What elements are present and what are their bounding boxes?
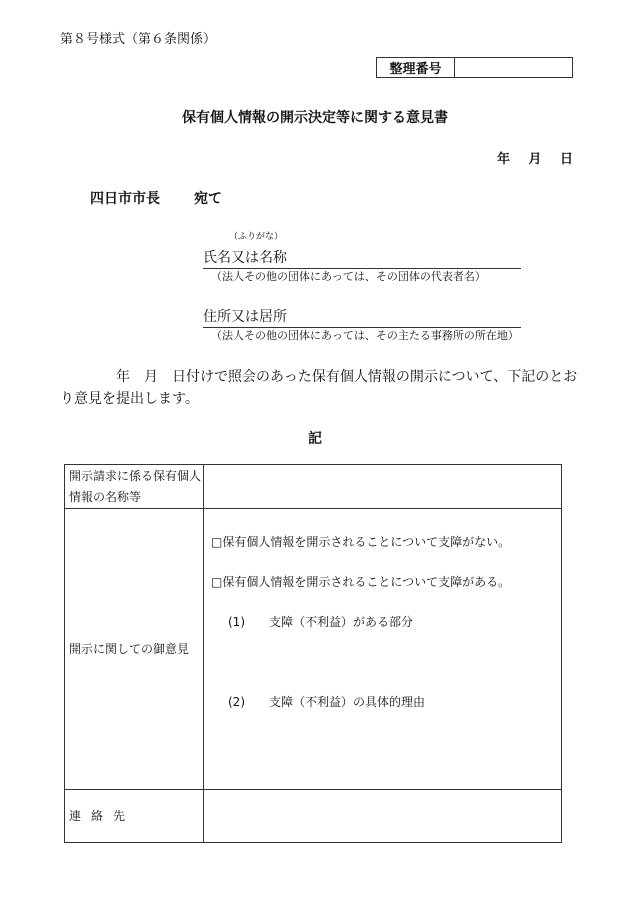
table-row [65,790,562,843]
opinion-label: 開示に関しての御意見 [65,509,204,790]
name-field[interactable] [203,247,521,269]
option-no-problem[interactable]: □保有個人情報を開示されることについて支障がない。 [211,535,511,549]
body-text: 年 月 日付けで照会のあった保有個人情報の開示について、下記のとおり意見を提出します。 [60,369,578,407]
reference-number-label: 整理番号 [377,58,455,77]
contact-field[interactable] [204,790,562,843]
contact-char: 絡 [91,808,104,823]
date-line[interactable]: 年 月 日 [497,152,574,167]
option-problem[interactable]: □保有個人情報を開示されることについて支障がある。 [211,575,511,589]
sub-item-reason: (2) 支障（不利益）の具体的理由 [228,695,425,709]
ki-heading: 記 [308,431,322,447]
form-number: 第８号様式（第６条関係） [60,32,217,47]
opinion-field[interactable] [204,509,562,790]
address-label: 住所又は居所 [203,309,287,325]
reference-number-box [376,57,573,78]
furigana-label: （ふりがな） [229,232,284,242]
addressee-suffix: 宛て [194,191,222,207]
name-note: （法人その他の団体にあっては、その団体の代表者名） [211,270,486,283]
address-field[interactable] [203,306,521,328]
info-name-field[interactable] [204,465,562,509]
info-name-label: 開示請求に係る保有個人情報の名称等 [65,465,204,509]
table-row [65,465,562,509]
sub-item-affected-part: (1) 支障（不利益）がある部分 [228,615,413,629]
address-note: （法人その他の団体にあっては、その主たる事務所の所在地） [211,329,519,342]
table-row [65,509,562,790]
contact-label [65,790,204,843]
reference-number-field[interactable] [455,58,572,77]
opinion-table [64,464,562,843]
addressee [90,188,222,208]
name-label: 氏名又は名称 [203,250,287,266]
contact-char: 連 [69,808,82,823]
contact-char: 先 [113,808,126,823]
addressee-name: 四日市市長 [90,191,160,207]
document-title: 保有個人情報の開示決定等に関する意見書 [182,110,448,126]
